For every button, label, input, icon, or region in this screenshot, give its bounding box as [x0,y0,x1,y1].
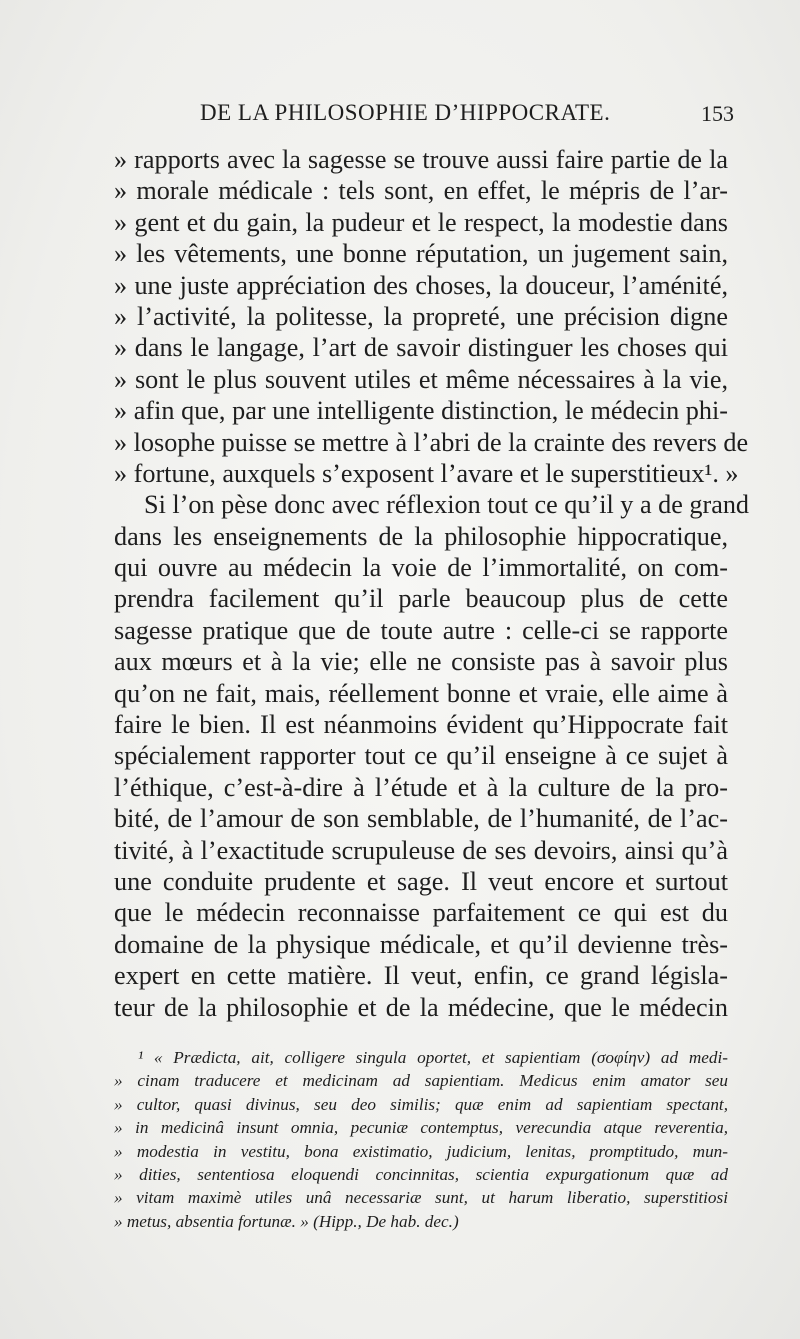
footnote-line: » vitam maximè utiles unâ necessariæ sunt, ut harum liberatio, superstitiosi [114,1188,728,1208]
footnote-line: » metus, absentia fortunæ. » (Hipp., De hab. dec.) [114,1211,459,1231]
text-line: sagesse pratique que de toute autre : celle-ci se rapporte [114,615,728,645]
text-line: » l’activité, la politesse, la propreté, une précision digne [114,301,728,331]
text-line: bité, de l’amour de son semblable, de l’humanité, de l’ac- [114,804,728,834]
page-number: 153 [701,101,734,126]
text-line: dans les enseignements de la philosophie hippocratique, [114,521,728,551]
text-line: spécialement rapporter tout ce qu’il enseigne à ce sujet à [114,741,728,771]
text-line: l’éthique, c’est-à-dire à l’étude et à la culture de la pro- [114,772,728,802]
footnote-line: » cultor, quasi divinus, seu deo similis; quæ enim ad sapientiam spectant, [114,1094,728,1114]
text-line: qui ouvre au médecin la voie de l’immortalité, on com- [114,553,728,583]
text-line: faire le bien. Il est néanmoins évident qu’Hippocrate fait [114,710,728,740]
text-line: aux mœurs et à la vie; elle ne consiste pas à savoir plus [114,647,728,677]
text-line: » afin que, par une intelligente distinction, le médecin phi- [114,396,728,426]
footnote-line: » in medicinâ insunt omnia, pecuniæ contemptus, verecundia atque reverentia, [114,1118,728,1138]
text-line: une conduite prudente et sage. Il veut encore et surtout [114,866,728,896]
footnote-line: » dities, sententiosa eloquendi concinnitas, scientia expurgationum quæ ad [114,1165,728,1185]
text-line: prendra facilement qu’il parle beaucoup plus de cette [114,584,728,614]
text-line: » les vêtements, une bonne réputation, un jugement sain, [114,239,728,269]
running-title: DE LA PHILOSOPHIE D’HIPPOCRATE. [200,100,611,125]
text-line: que le médecin reconnaisse parfaitement ce qui est du [114,898,728,928]
text-line: domaine de la physique médicale, et qu’il devienne très- [114,929,728,959]
text-line: » une juste appréciation des choses, la douceur, l’aménité, [114,270,728,300]
text-line: » fortune, auxquels s’exposent l’avare et le superstitieux¹. » [114,458,739,488]
text-line: » sont le plus souvent utiles et même nécessaires à la vie, [114,364,728,394]
text-line: » dans le langage, l’art de savoir distinguer les choses qui [114,333,728,363]
text-line: » morale médicale : tels sont, en effet, le mépris de l’ar- [114,176,728,206]
text-line: » rapports avec la sagesse se trouve aussi faire partie de la [114,145,728,174]
text-line: expert en cette matière. Il veut, enfin, ce grand législa- [114,961,728,991]
main-text [114,144,750,1023]
paragraph-start-line: Si l’on pèse donc avec réflexion tout ce qu’il y a de grand [144,490,750,520]
text-line: » losophe puisse se mettre à l’abri de la crainte des revers de [114,427,749,457]
footnote-line: ¹ « Prædicta, ait, colligere singula oportet, et sapientiam (σοφίην) ad medi- [138,1048,728,1067]
running-head [114,100,734,136]
footnote [114,1046,728,1233]
text-line: teur de la philosophie et de la médecine, que le médecin [114,992,728,1022]
text-line: » gent et du gain, la pudeur et le respect, la modestie dans [114,207,728,237]
text-line: qu’on ne fait, mais, réellement bonne et vraie, elle aime à [114,678,728,708]
footnote-line: » cinam traducere et medicinam ad sapientiam. Medicus enim amator seu [114,1071,728,1091]
footnote-line: » modestia in vestitu, bona existimatio, judicium, lenitas, promptitudo, mun- [114,1141,728,1161]
text-line: tivité, à l’exactitude scrupuleuse de ses devoirs, ainsi qu’à [114,835,728,865]
